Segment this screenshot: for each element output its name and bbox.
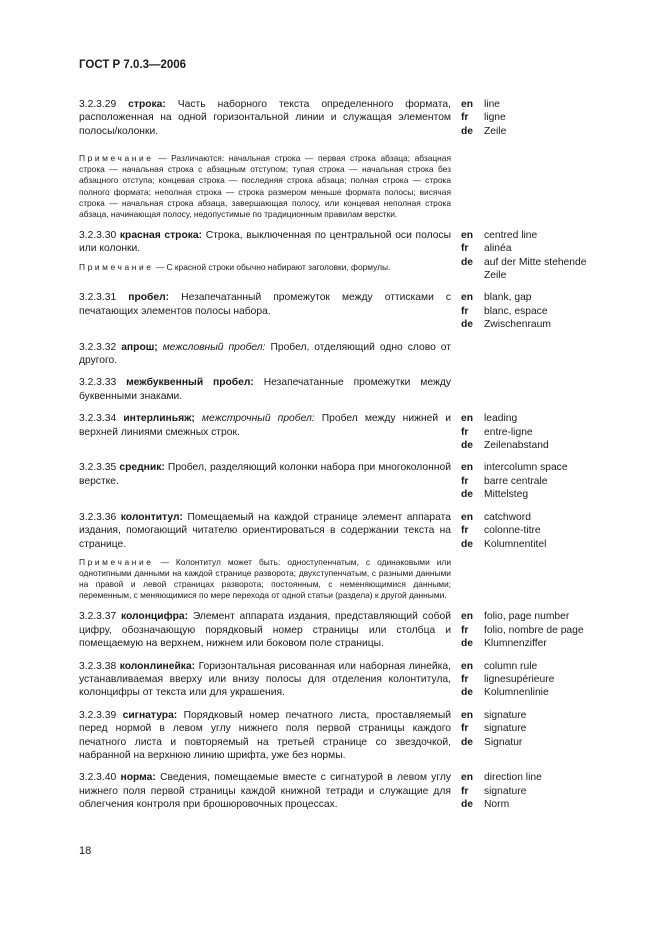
equivalent-row [461,111,605,124]
language-code: de [461,638,474,650]
language-code: fr [461,426,469,438]
equivalent-term: catchword [484,511,531,523]
language-code: fr [461,673,469,685]
equivalent-term: direction line [484,772,542,784]
equivalent-term: signature [484,709,527,721]
term-definition-block [79,660,451,700]
equivalent-term: Mittelsteg [484,489,529,501]
equivalent-term: alinéa [484,243,512,255]
equivalent-row [461,475,605,488]
equivalent-row [461,610,605,623]
term-definition: Пробел, отделяющий одно слово от другого. [79,341,451,367]
equivalent-term: signature [484,723,527,735]
definition-paragraph [79,771,451,811]
term-number: 3.2.3.34 [79,413,117,425]
term-entry [79,412,605,452]
equivalent-row [461,98,605,111]
note-label: Примечание [79,153,154,164]
term-definition: Часть наборного текста определенного формата, расположенная на одной горизонтальной линии и служащая элементом полосы/колонки. [79,99,451,137]
equivalent-term: Klumnenziffer [484,638,547,650]
definition-paragraph [79,709,451,763]
foreign-equivalents [461,660,605,700]
equivalent-row [461,318,605,331]
term-definition-block [79,771,451,811]
term-definition-block [79,341,451,368]
term-entry [79,147,605,220]
foreign-equivalents [461,98,605,138]
term-number: 3.2.3.29 [79,99,117,110]
equivalent-row [461,229,605,242]
term-note [79,153,451,220]
equivalent-term: blank, gap [484,292,532,304]
note-label: Примечание [79,261,154,272]
equivalent-row [461,305,605,318]
equivalent-row [461,709,605,722]
term-name: апрош; [121,341,158,353]
term-definition-block [79,376,451,403]
equivalent-term: folio, nombre de page [484,624,584,636]
term-number: 3.2.3.38 [79,660,117,672]
term-entry [79,771,605,811]
note-text: — С красной строки обычно набирают заголовки, формулы. [155,261,391,272]
equivalent-term: line [484,99,501,110]
language-code: fr [461,785,469,797]
language-code: en [461,413,474,425]
term-name: межбуквенный пробел: [126,377,254,389]
term-definition-block [79,610,451,650]
equivalent-row [461,722,605,735]
note-text: — Колонтитул может быть: одноступенчатым, с одинаковыми или однотипными данными на каждой странице разворота; двухступенчатым, с разными данными на правой и левой страницах разворота; постоянным, с неменяющимися данными; переменным, с меняющимися по мере перехода от одной статьи (раздела) к другой данными. [79,556,451,601]
language-code: en [461,772,474,784]
equivalent-term: centred line [484,229,538,241]
term-name: красная строка: [119,229,203,241]
term-synonym: межстрочный пробел: [201,413,315,425]
equivalent-term: Signatur [484,736,523,748]
foreign-equivalents [461,412,605,452]
term-entry [79,98,605,138]
term-number: 3.2.3.31 [79,292,117,304]
equivalent-row [461,736,605,749]
equivalent-row [461,426,605,439]
language-code: de [461,319,474,331]
equivalent-row [461,660,605,673]
term-note [79,262,451,273]
equivalent-term: blanc, espace [484,305,548,317]
term-note [79,557,451,601]
equivalent-term: auf der Mitte stehende Zeile [484,256,587,281]
language-code: fr [461,624,469,636]
term-definition-block [79,461,451,501]
definition-paragraph [79,291,451,318]
note-label: Примечание [79,556,154,567]
term-name: норма: [120,772,156,784]
equivalent-term: Zeile [484,125,507,137]
term-entry [79,291,605,331]
definition-paragraph [79,98,451,138]
language-code: fr [461,475,469,487]
term-entry [79,376,605,403]
term-definition-block [79,511,451,602]
term-entry [79,461,605,501]
equivalent-term: Norm [484,799,510,811]
equivalent-row [461,624,605,637]
term-definition-block [79,412,451,452]
term-entry [79,341,605,368]
equivalent-row [461,524,605,537]
language-code: de [461,489,474,501]
foreign-equivalents [461,709,605,763]
foreign-equivalents [461,461,605,501]
equivalent-row [461,439,605,452]
equivalent-term: folio, page number [484,611,570,623]
term-definition: Элемент аппарата издания, представляющий собой цифру, обозначающую порядковый номер страницы или столбца и помещаемую на верхнем, нижнем или боковом поле страницы. [79,611,451,650]
equivalent-row [461,771,605,784]
term-entry [79,660,605,700]
language-code: en [461,99,474,110]
term-name: средник: [119,462,165,474]
term-number: 3.2.3.32 [79,341,117,353]
equivalent-term: lignesupérieure [484,673,555,685]
term-entry [79,511,605,602]
term-name: колонтитул: [120,511,183,523]
term-definition: Помещаемый на каждой странице элемент аппарата издания, помогающий читателю ориентироваться в содержании текста на странице. [79,511,451,550]
term-number: 3.2.3.30 [79,229,117,241]
document-header: ГОСТ Р 7.0.3—2006 [79,59,187,71]
term-definition: Порядковый номер печатного листа, проставляемый перед нормой в левом углу нижнего поля первой страницы каждого печатного листа и повторяемый на третьей странице со звездочкой, набранной на верхнюю линию шрифта, уже без нормы. [79,709,451,761]
equivalent-term: leading [484,413,518,425]
foreign-equivalents [461,291,605,331]
term-definition: Незапечатанные промежутки между буквенными знаками. [79,377,451,402]
equivalent-row [461,673,605,686]
equivalent-row [461,785,605,798]
language-code: en [461,229,474,241]
foreign-equivalents [461,341,605,368]
term-number: 3.2.3.33 [79,377,117,389]
term-definition: Сведения, помещаемые вместе с сигнатурой в левом углу нижнего поля первой страницы каждой книжной тетради и служащие для облегчения контроля при брошюровочных процессах. [79,772,451,811]
language-code: fr [461,525,469,537]
language-code: fr [461,112,469,124]
language-code: de [461,125,474,137]
equivalent-row [461,461,605,474]
language-code: en [461,292,474,304]
term-definition: Незапечатанный промежуток между оттисками с печатающих элементов полосы набора. [79,292,451,317]
equivalent-term: Kolumnentitel [484,538,547,550]
definition-paragraph [79,229,451,256]
language-code: en [461,709,474,721]
term-entry [79,709,605,763]
foreign-equivalents [461,147,605,220]
foreign-equivalents [461,511,605,602]
term-name: колонлинейка: [119,660,196,672]
term-name: колонцифра: [120,611,189,623]
equivalent-row [461,488,605,501]
equivalent-row [461,256,605,283]
term-number: 3.2.3.40 [79,772,117,784]
foreign-equivalents [461,376,605,403]
equivalent-row [461,511,605,524]
definition-paragraph [79,660,451,700]
term-definition: Строка, выключенная по центральной оси полосы или колонки. [79,229,451,255]
term-name: сигнатура: [122,709,178,721]
definition-paragraph [79,461,451,488]
term-number: 3.2.3.35 [79,462,117,474]
language-code: en [461,511,474,523]
equivalent-row [461,242,605,255]
term-definition: Пробел между нижней и верхней линиями смежных строк. [79,413,451,438]
equivalent-row [461,686,605,699]
equivalent-term: ligne [484,112,506,124]
language-code: de [461,799,474,811]
foreign-equivalents [461,610,605,650]
equivalent-row [461,637,605,650]
foreign-equivalents [461,229,605,283]
term-number: 3.2.3.37 [79,611,117,623]
page-number: 18 [79,845,92,857]
language-code: de [461,687,474,699]
term-number: 3.2.3.39 [79,709,117,721]
language-code: en [461,611,474,623]
language-code: fr [461,305,469,317]
term-definition-block [79,709,451,763]
equivalent-term: column rule [484,660,538,672]
equivalent-term: intercolumn space [484,462,568,474]
note-text: — Различаются: начальная строка — первая строка абзаца; абзацная строка — начальная строка с абзацным отступом; тупая строка — начальная строка без абзацного отступа; концевая строка — последняя строка абзаца; полная строка — строка полного формата; неполная строка — строка размером меньше формата полосы; висячая строка — начальная строка абзаца, завершающая полосу, или концевая неполная строка абзаца, начинающая полосу, недопустимые по традиционным правилам верстки. [79,153,451,219]
term-definition-block [79,98,451,138]
term-synonym: межсловный пробел: [162,341,266,353]
equivalent-row [461,538,605,551]
language-code: fr [461,723,469,735]
language-code: de [461,736,474,748]
term-entry [79,610,605,650]
language-code: de [461,538,474,550]
equivalent-term: signature [484,785,527,797]
term-definition: Горизонтальная рисованная или наборная линейка, устанавливаемая вверху или внизу полосы для отделения колонтитула, колонцифры от текста или для украшения. [79,660,451,699]
term-definition-block [79,147,451,220]
equivalent-term: Kolumnenlinie [484,687,549,699]
language-code: de [461,440,474,452]
definition-paragraph [79,376,451,403]
term-entry [79,229,605,283]
definition-paragraph [79,511,451,551]
term-definition: Пробел, разделяющий колонки набора при многоколонной верстке. [79,462,451,487]
term-name: интерлиньяж; [123,413,195,425]
equivalent-term: entre-ligne [484,426,533,438]
equivalent-term: colonne-titre [484,525,541,537]
equivalent-row [461,291,605,304]
foreign-equivalents [461,771,605,811]
term-number: 3.2.3.36 [79,511,117,523]
definition-paragraph [79,610,451,650]
terms-list [79,98,605,821]
definition-paragraph [79,341,451,368]
equivalent-term: barre centrale [484,475,548,487]
term-definition-block [79,291,451,331]
term-name: пробел: [128,292,170,304]
term-name: строка: [128,99,166,110]
language-code: en [461,660,474,672]
equivalent-row [461,412,605,425]
language-code: de [461,256,474,268]
language-code: en [461,462,474,474]
language-code: fr [461,243,469,255]
equivalent-term: Zwischenraum [484,319,551,331]
equivalent-term: Zeilenabstand [484,440,549,452]
equivalent-row [461,125,605,138]
definition-paragraph [79,412,451,439]
equivalent-row [461,798,605,811]
term-definition-block [79,229,451,283]
